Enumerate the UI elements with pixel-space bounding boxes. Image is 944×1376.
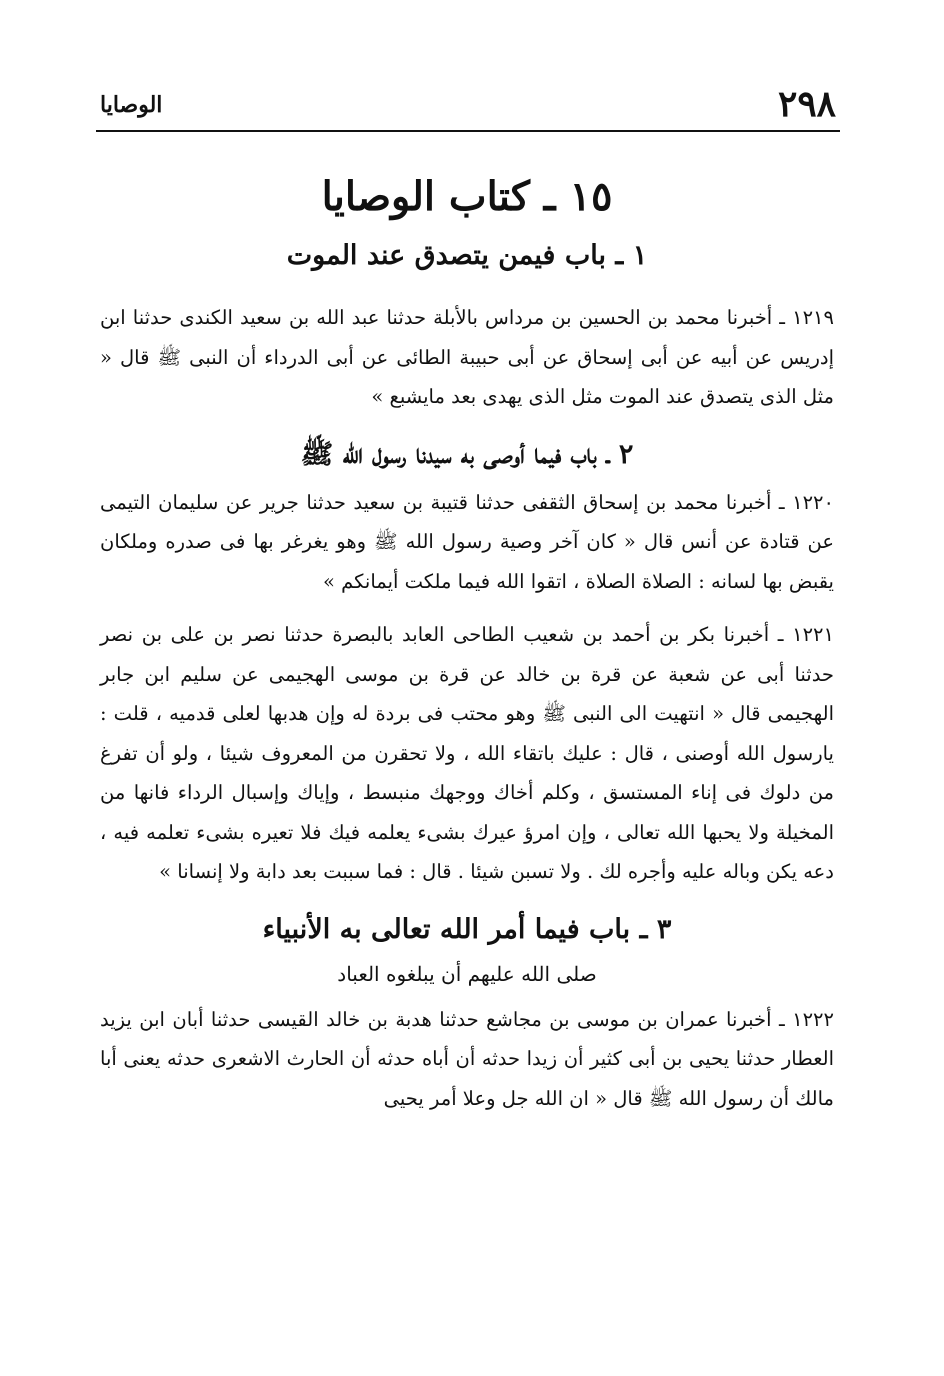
hadith-1219: ١٢١٩ ـ أخبرنا محمد بن الحسين بن مرداس بالأبلة حدثنا عبد الله بن سعيد الكندى حدثنا ابن إدريس عن أبيه عن أبى إسحاق عن أبى حبيبة الطائى عن أبى الدرداء أن النبى ﷺ قال « مثل الذى يتصدق عند الموت مثل الذى يهدى بعد مايشبع » xyxy=(100,306,834,408)
page-number: ٢٩٨ xyxy=(777,83,836,125)
running-title: الوصايا xyxy=(100,92,163,118)
chapter-subheading-3: صلى الله عليهم أن يبلغوه العباد xyxy=(337,961,597,986)
page-content xyxy=(100,162,834,1132)
chapter-heading-3: ٣ ـ باب فيما أمر الله تعالى به الأنبياء xyxy=(262,913,672,945)
chapter-heading-1: ١ ـ باب فيمن يتصدق عند الموت xyxy=(286,240,648,271)
hadith-1220: ١٢٢٠ ـ أخبرنا محمد بن إسحاق الثقفى حدثنا قتيبة بن سعيد حدثنا جرير عن سليمان التيمى عن قتادة عن أنس قال « كان آخر وصية رسول الله ﷺ وهو يغرغر بها فى صدره وملكان يقبض بها لسانه : الصلاة الصلاة ، اتقوا الله فيما ملكت أيمانكم » xyxy=(100,490,834,593)
book-title: ١٥ ـ كتاب الوصايا xyxy=(321,173,613,220)
chapter-heading-2: ٢ ـ باب فيما أوصى به سيدنا رسول الله ﷺ xyxy=(300,438,634,470)
page-header xyxy=(96,82,840,132)
hadith-1222: ١٢٢٢ ـ أخبرنا عمران بن موسى بن مجاشع حدثنا هدبة بن خالد القيسى حدثنا أبان ابن يزيد العطار حدثنا يحيى بن أبى كثير أن زيدا حدثه أن أباه حدثه أن الحارث الاشعرى حدثه يعنى أبا مالك أن رسول الله ﷺ قال « ان الله جل وعلا أمر يحيى xyxy=(100,1007,834,1110)
hadith-1221: ١٢٢١ ـ أخبرنا بكر بن أحمد بن شعيب الطاحى العابد بالبصرة حدثنا نصر بن على بن نصر حدثنا أبى عن شعبة عن قرة بن خالد عن قرة بن موسى الهجيمى عن سليم ابن جابر الهجيمى قال « انتهيت الى النبى ﷺ وهو محتب فى بردة له وإن هدبها لعلى قدميه ، قلت : يارسول الله أوصنى ، قال : عليك باتقاء الله ، ولا تحقرن من المعروف شيئا ، ولو أن تفرغ من دلوك فى إناء المستسق ، وكلم أخاك ووجهك منبسط ، وإياك وإسبال الرداء فانها من المخيلة ولا يحبها الله تعالى ، وإن امرؤ عيرك بشىء يعلمه فيك فلا تعيره بشىء تعلمه فيه ، دعه يكن وباله عليه وأجره لك . ولا تسبن شيئا . قال : فما سببت بعد دابة ولا إنسانا » xyxy=(100,623,834,883)
